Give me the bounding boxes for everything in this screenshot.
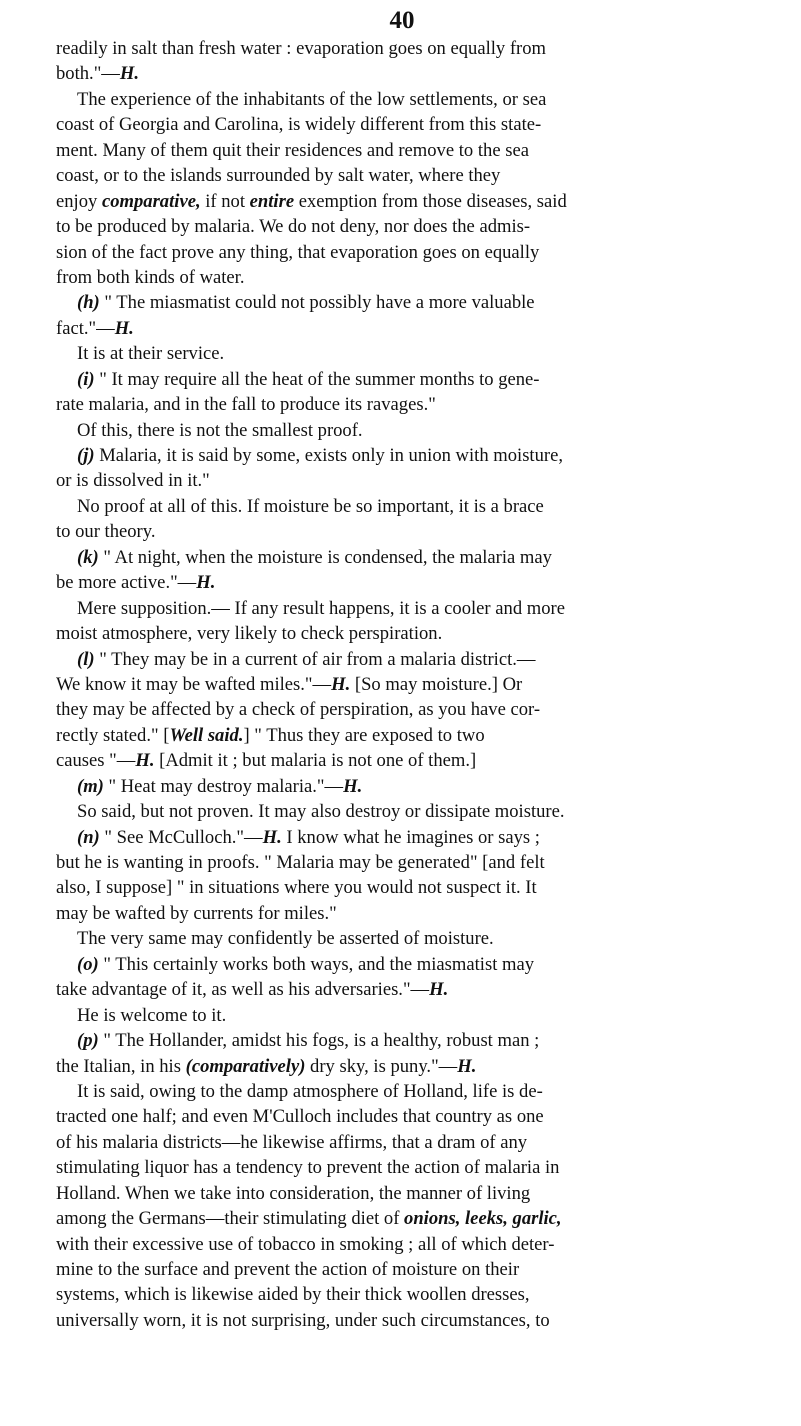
page-number: 40 xyxy=(389,7,415,34)
text-line xyxy=(56,570,788,595)
text-line xyxy=(56,1104,788,1129)
text-line xyxy=(56,418,788,443)
emphasis-text: H. xyxy=(119,63,140,85)
text-span: fact."— xyxy=(56,317,115,339)
text-span: sion of the fact prove any thing, that evaporation goes on equally xyxy=(56,241,540,263)
text-span: ment. Many of them quit their residences and remove to the sea xyxy=(56,139,529,161)
text-line xyxy=(56,1206,788,1231)
text-span: causes "— xyxy=(56,750,136,772)
emphasis-text: (comparatively) xyxy=(185,1055,306,1077)
text-span: coast of Georgia and Carolina, is widely different from this state- xyxy=(56,114,542,136)
text-span: " This certainly works both ways, and the miasmatist may xyxy=(98,953,535,975)
emphasis-text: (j) xyxy=(77,445,95,466)
emphasis-text: (n) xyxy=(77,826,100,848)
text-line xyxy=(56,799,788,824)
emphasis-text: (l) xyxy=(77,648,95,670)
text-span: [Admit it ; but malaria is not one of them.] xyxy=(154,750,477,772)
text-span: No proof at all of this. If moisture be so important, it is a brace xyxy=(77,495,544,517)
text-span: systems, which is likewise aided by their thick woollen dresses, xyxy=(56,1284,530,1306)
text-span: also, I suppose] " in situations where you would not suspect it. It xyxy=(56,877,537,899)
text-line xyxy=(56,1181,788,1206)
text-span: " Heat may destroy malaria."— xyxy=(103,775,344,797)
text-span: [So may moisture.] Or xyxy=(350,673,523,695)
text-span: I know what he imagines or says ; xyxy=(281,826,540,848)
text-span: or is dissolved in it." xyxy=(56,470,210,492)
text-span: stimulating liquor has a tendency to prevent the action of malaria in xyxy=(56,1157,560,1179)
text-span: " They may be in a current of air from a malaria district.— xyxy=(94,648,536,670)
text-span: they may be affected by a check of perspiration, as you have cor- xyxy=(56,699,541,721)
text-span: but he is wanting in proofs. " Malaria may be generated" [and felt xyxy=(56,852,545,873)
text-line xyxy=(56,621,788,646)
text-line xyxy=(56,672,788,697)
emphasis-text: Well said. xyxy=(169,724,244,746)
text-line xyxy=(56,189,788,214)
text-line xyxy=(56,1079,788,1104)
text-line xyxy=(56,1028,788,1053)
text-span: if not xyxy=(200,190,250,212)
text-line xyxy=(56,875,788,900)
text-span: moist atmosphere, very likely to check perspiration. xyxy=(56,623,443,645)
text-span: readily in salt than fresh water : evaporation goes on equally from xyxy=(56,38,546,59)
text-span: The experience of the inhabitants of the low settlements, or sea xyxy=(77,88,547,110)
text-line xyxy=(56,240,788,265)
emphasis-text: H. xyxy=(196,572,216,594)
emphasis-text: H. xyxy=(343,775,363,797)
text-span: be more active."— xyxy=(56,572,197,594)
text-line xyxy=(56,545,788,570)
text-span: " At night, when the moisture is condensed, the malaria may xyxy=(98,546,552,568)
emphasis-text: (i) xyxy=(77,368,95,390)
text-span: may be wafted by currents for miles." xyxy=(56,902,337,924)
text-line xyxy=(56,87,788,112)
text-span: among the Germans—their stimulating diet of xyxy=(56,1208,405,1230)
text-span: We know it may be wafted miles."— xyxy=(56,673,332,695)
text-line xyxy=(56,112,788,137)
text-line xyxy=(56,697,788,722)
text-span: So said, but not proven. It may also destroy or dissipate moisture. xyxy=(77,801,565,823)
text-span: both."— xyxy=(56,63,120,85)
text-line xyxy=(56,1054,788,1079)
text-line xyxy=(56,36,788,61)
body-text xyxy=(56,36,788,1333)
text-span: " The Hollander, amidst his fogs, is a healthy, robust man ; xyxy=(98,1030,540,1052)
emphasis-text: onions, leeks, garlic, xyxy=(404,1208,562,1230)
text-line xyxy=(56,138,788,163)
text-span: Mere supposition.— If any result happens, it is a cooler and more xyxy=(77,597,565,619)
text-span: rate malaria, and in the fall to produce its ravages." xyxy=(56,394,436,416)
text-span: It is at their service. xyxy=(77,343,225,365)
text-span: It is said, owing to the damp atmosphere of Holland, life is de- xyxy=(77,1080,543,1102)
text-line xyxy=(56,926,788,951)
text-span: tracted one half; and even M'Culloch includes that country as one xyxy=(56,1106,544,1128)
text-line xyxy=(56,901,788,926)
text-line xyxy=(56,1232,788,1257)
text-span: Malaria, it is said by some, exists only in union with moisture, xyxy=(94,445,563,466)
text-span: ] " Thus they are exposed to two xyxy=(243,724,485,746)
text-line xyxy=(56,443,788,468)
emphasis-text: H. xyxy=(135,750,155,772)
text-line xyxy=(56,952,788,977)
text-span: " The miasmatist could not possibly have a more valuable xyxy=(99,292,535,314)
emphasis-text: comparative, xyxy=(101,190,201,212)
emphasis-text: (k) xyxy=(77,546,99,568)
text-span: " It may require all the heat of the summer months to gene- xyxy=(94,368,540,390)
text-span: mine to the surface and prevent the action of moisture on their xyxy=(56,1259,520,1280)
text-span: with their excessive use of tobacco in smoking ; all of which deter- xyxy=(56,1233,555,1255)
text-span: to be produced by malaria. We do not deny, nor does the admis- xyxy=(56,216,531,238)
text-line xyxy=(56,214,788,239)
text-line xyxy=(56,774,788,799)
emphasis-text: (m) xyxy=(77,775,104,797)
emphasis-text: entire xyxy=(249,190,295,212)
text-line xyxy=(56,316,788,341)
text-span: The very same may confidently be asserted of moisture. xyxy=(77,928,494,950)
text-line xyxy=(56,61,788,86)
text-line xyxy=(56,1155,788,1180)
text-span: to our theory. xyxy=(56,521,156,543)
text-line xyxy=(56,392,788,417)
emphasis-text: (h) xyxy=(77,292,100,314)
text-line xyxy=(56,723,788,748)
text-line xyxy=(56,163,788,188)
text-line xyxy=(56,290,788,315)
text-span: rectly stated." [ xyxy=(56,724,170,746)
emphasis-text: H. xyxy=(114,317,134,339)
text-line xyxy=(56,647,788,672)
text-line xyxy=(56,1282,788,1307)
text-line xyxy=(56,367,788,392)
emphasis-text: H. xyxy=(457,1055,477,1077)
text-span: from both kinds of water. xyxy=(56,266,245,288)
text-span: take advantage of it, as well as his adversaries."— xyxy=(56,979,430,1001)
emphasis-text: H. xyxy=(429,979,449,1001)
text-line xyxy=(56,1308,788,1333)
text-span: Holland. When we take into consideration, the manner of living xyxy=(56,1182,531,1204)
text-span: enjoy xyxy=(56,190,102,212)
text-span: dry sky, is puny."— xyxy=(305,1055,458,1077)
text-line xyxy=(56,596,788,621)
text-line xyxy=(56,1003,788,1028)
text-line xyxy=(56,265,788,290)
text-span: coast, or to the islands surrounded by salt water, where they xyxy=(56,165,501,187)
emphasis-text: (o) xyxy=(77,953,99,975)
text-span: the Italian, in his xyxy=(56,1055,186,1077)
text-line xyxy=(56,1257,788,1282)
emphasis-text: (p) xyxy=(77,1030,99,1052)
text-span: exemption from those diseases, said xyxy=(294,190,567,212)
text-line xyxy=(56,1130,788,1155)
text-line xyxy=(56,519,788,544)
text-span: universally worn, it is not surprising, under such circumstances, to xyxy=(56,1309,550,1331)
text-line xyxy=(56,850,788,875)
text-line xyxy=(56,825,788,850)
text-line xyxy=(56,341,788,366)
emphasis-text: H. xyxy=(331,673,351,695)
text-line xyxy=(56,468,788,493)
text-line xyxy=(56,494,788,519)
text-span: of his malaria districts—he likewise affirms, that a dram of any xyxy=(56,1131,528,1153)
text-line xyxy=(56,748,788,773)
text-line xyxy=(56,977,788,1002)
emphasis-text: H. xyxy=(262,826,282,848)
text-span: Of this, there is not the smallest proof. xyxy=(77,419,363,441)
text-span: " See McCulloch."— xyxy=(99,826,263,848)
text-span: He is welcome to it. xyxy=(77,1004,227,1026)
